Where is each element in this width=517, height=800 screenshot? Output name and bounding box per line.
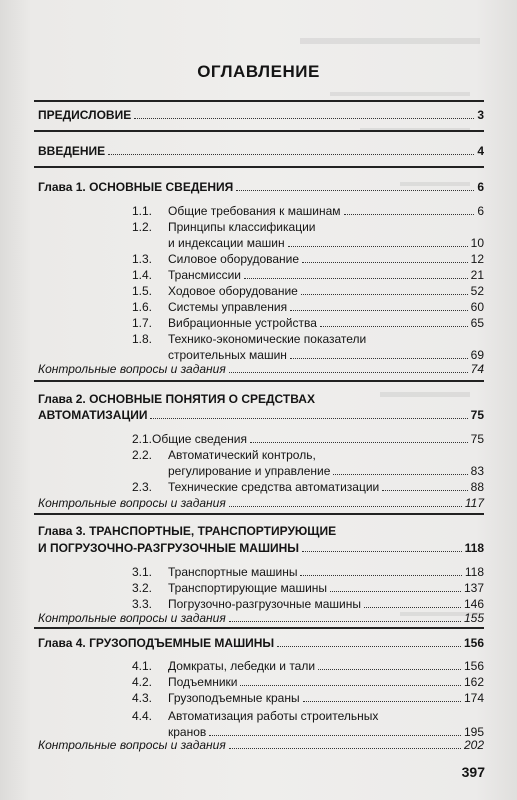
toc-entry-1-3[interactable]	[168, 252, 484, 266]
chapter-page: 156	[463, 636, 484, 650]
entry-label: Вибрационные устройства	[168, 316, 317, 330]
dot-leader	[108, 154, 474, 155]
toc-entry-ch3-questions[interactable]	[38, 611, 484, 625]
chapter-title: Глава 4. ГРУЗОПОДЪЕМНЫЕ МАШИНЫ	[38, 636, 275, 650]
entry-page: 12	[470, 252, 484, 266]
dot-leader	[229, 506, 462, 507]
dot-leader	[229, 748, 461, 749]
toc-entry-1-2[interactable]	[168, 236, 484, 250]
chapter-title: АВТОМАТИЗАЦИИ	[38, 408, 148, 422]
separator-rule	[34, 100, 484, 102]
entry-page: 156	[463, 659, 484, 673]
dot-leader	[300, 575, 461, 576]
toc-entry-introduction[interactable]	[38, 144, 484, 158]
section-number: 1.7.	[132, 316, 153, 330]
entry-label: Системы управления	[168, 300, 288, 314]
dot-leader	[209, 735, 461, 736]
entry-label: Контрольные вопросы и задания	[38, 496, 226, 510]
toc-entry-3-1[interactable]	[168, 565, 484, 579]
entry-label: Технические средства автоматизации	[168, 480, 380, 494]
chapter-3-heading[interactable]	[38, 541, 484, 555]
entry-label-line1: Принципы классификации	[168, 220, 316, 234]
entry-label: Контрольные вопросы и задания	[38, 738, 226, 752]
entry-page: 52	[470, 284, 484, 298]
section-number: 1.6.	[132, 300, 153, 314]
toc-entry-ch4-questions[interactable]	[38, 738, 484, 752]
section-number: 2.2.	[132, 448, 153, 462]
chapter-title: И ПОГРУЗОЧНО-РАЗГРУЗОЧНЫЕ МАШИНЫ	[38, 541, 300, 555]
separator-rule	[34, 513, 484, 515]
toc-entry-1-1[interactable]	[168, 204, 484, 218]
entry-page: 74	[470, 362, 484, 376]
entry-label: Домкраты, лебедки и тали	[168, 659, 316, 673]
dot-leader	[290, 358, 468, 359]
toc-entry-4-3[interactable]	[168, 691, 484, 705]
entry-page: 69	[470, 348, 484, 362]
entry-page: 146	[463, 597, 484, 611]
chapter-page: 6	[477, 180, 484, 194]
entry-label: Подъемники	[168, 675, 238, 689]
entry-label: строительных машин	[168, 348, 287, 362]
chapter-title: Глава 1. ОСНОВНЫЕ СВЕДЕНИЯ	[38, 180, 234, 194]
dot-leader	[330, 591, 461, 592]
dot-leader	[382, 490, 467, 491]
dot-leader	[229, 621, 461, 622]
entry-page: 202	[463, 738, 484, 752]
entry-label: Общие требования к машинам	[168, 204, 341, 218]
dot-leader	[302, 262, 468, 263]
toc-entry-1-7[interactable]	[168, 316, 484, 330]
section-number: 1.4.	[132, 268, 153, 282]
section-number: 3.2.	[132, 581, 153, 595]
dot-leader	[240, 685, 460, 686]
entry-label: регулирование и управление	[168, 464, 331, 478]
chapter-page: 75	[470, 408, 484, 422]
section-number: 4.2.	[132, 675, 153, 689]
toc-entry-4-2[interactable]	[168, 675, 484, 689]
toc-entry-ch1-questions[interactable]	[38, 362, 484, 376]
chapter-4-heading[interactable]	[38, 636, 484, 650]
section-number: 4.1.	[132, 659, 153, 673]
dot-leader	[150, 418, 467, 419]
separator-rule	[34, 166, 484, 168]
section-number: 2.3.	[132, 480, 153, 494]
dot-leader	[277, 646, 461, 647]
toc-entry-1-6[interactable]	[168, 300, 484, 314]
dot-leader	[290, 310, 468, 311]
entry-label: Грузоподъемные краны	[168, 691, 300, 705]
entry-label-line1: Технико-экономические показатели	[168, 332, 367, 346]
entry-label: Транспортные машины	[168, 565, 298, 579]
dot-leader	[250, 442, 468, 443]
dot-leader	[344, 214, 475, 215]
dot-leader	[134, 118, 474, 119]
entry-label: Трансмиссии	[168, 268, 241, 282]
toc-entry-ch2-questions[interactable]	[38, 496, 484, 510]
section-number: 1.5.	[132, 284, 153, 298]
dot-leader	[288, 246, 468, 247]
section-number: 3.3.	[132, 597, 153, 611]
toc-entry-4-1[interactable]	[168, 659, 484, 673]
entry-page: 83	[470, 464, 484, 478]
entry-page: 21	[470, 268, 484, 282]
chapter-3-title-line1: Глава 3. ТРАНСПОРТНЫЕ, ТРАНСПОРТИРУЮЩИЕ	[38, 524, 337, 538]
entry-label: и индексации машин	[168, 236, 285, 250]
entry-label-line1: Автоматический контроль,	[168, 448, 316, 462]
chapter-2-title-line1: Глава 2. ОСНОВНЫЕ ПОНЯТИЯ О СРЕДСТВАХ	[38, 392, 315, 406]
entry-page: 65	[470, 316, 484, 330]
dot-leader	[229, 372, 468, 373]
dot-leader	[301, 294, 468, 295]
page-title: ОГЛАВЛЕНИЕ	[197, 62, 320, 81]
entry-page: 117	[464, 496, 484, 510]
toc-entry-2-3[interactable]	[168, 480, 484, 494]
toc-entry-2-2[interactable]	[168, 464, 484, 478]
entry-page: 195	[463, 725, 484, 739]
entry-label: ПРЕДИСЛОВИЕ	[38, 108, 132, 122]
entry-page: 88	[470, 480, 484, 494]
chapter-1-heading[interactable]	[38, 180, 484, 194]
entry-page: 4	[477, 144, 484, 158]
section-number: 3.1.	[132, 565, 153, 579]
entry-page: 137	[463, 581, 484, 595]
dot-leader	[302, 551, 462, 552]
dot-leader	[303, 701, 461, 702]
separator-rule	[34, 627, 484, 629]
section-number: 1.1.	[132, 204, 153, 218]
entry-page: 10	[470, 236, 484, 250]
section-number: 1.3.	[132, 252, 153, 266]
separator-rule	[34, 380, 484, 382]
toc-entry-1-4[interactable]	[168, 268, 484, 282]
section-number: 1.8.	[132, 332, 153, 346]
entry-page: 174	[463, 691, 484, 705]
toc-entry-1-8[interactable]	[168, 348, 484, 362]
dot-leader	[244, 278, 468, 279]
toc-entry-preface[interactable]	[38, 108, 484, 122]
entry-page: 155	[463, 611, 484, 625]
entry-label-line1: Автоматизация работы строительных	[168, 709, 379, 723]
entry-label: Ходовое оборудование	[168, 284, 298, 298]
chapter-2-heading[interactable]	[38, 408, 484, 422]
entry-label: кранов	[168, 725, 207, 739]
toc-entry-4-4[interactable]	[168, 725, 484, 739]
dot-leader	[364, 607, 461, 608]
toc-entry-2-1[interactable]	[132, 432, 484, 446]
chapter-page: 118	[464, 541, 484, 555]
toc-entry-1-5[interactable]	[168, 284, 484, 298]
entry-label: Контрольные вопросы и задания	[38, 611, 226, 625]
entry-page: 162	[463, 675, 484, 689]
toc-entry-3-3[interactable]	[168, 597, 484, 611]
toc-entry-3-2[interactable]	[168, 581, 484, 595]
section-number: 4.3.	[132, 691, 153, 705]
entry-label: Контрольные вопросы и задания	[38, 362, 226, 376]
dot-leader	[236, 190, 474, 191]
entry-page: 6	[477, 204, 484, 218]
dot-leader	[318, 669, 461, 670]
entry-page: 118	[464, 565, 484, 579]
entry-page: 60	[470, 300, 484, 314]
section-number: 4.4.	[132, 709, 153, 723]
entry-page: 3	[477, 108, 484, 122]
dot-leader	[320, 326, 468, 327]
entry-label: 2.1.Общие сведения	[132, 432, 247, 446]
section-number: 1.2.	[132, 220, 153, 234]
separator-rule	[34, 130, 484, 132]
entry-label: ВВЕДЕНИЕ	[38, 144, 106, 158]
entry-label: Транспортирующие машины	[168, 581, 328, 595]
entry-label: Погрузочно-разгрузочные машины	[168, 597, 361, 611]
dot-leader	[333, 474, 467, 475]
page-number: 397	[461, 764, 485, 780]
entry-label: Силовое оборудование	[168, 252, 300, 266]
entry-page: 75	[470, 432, 484, 446]
